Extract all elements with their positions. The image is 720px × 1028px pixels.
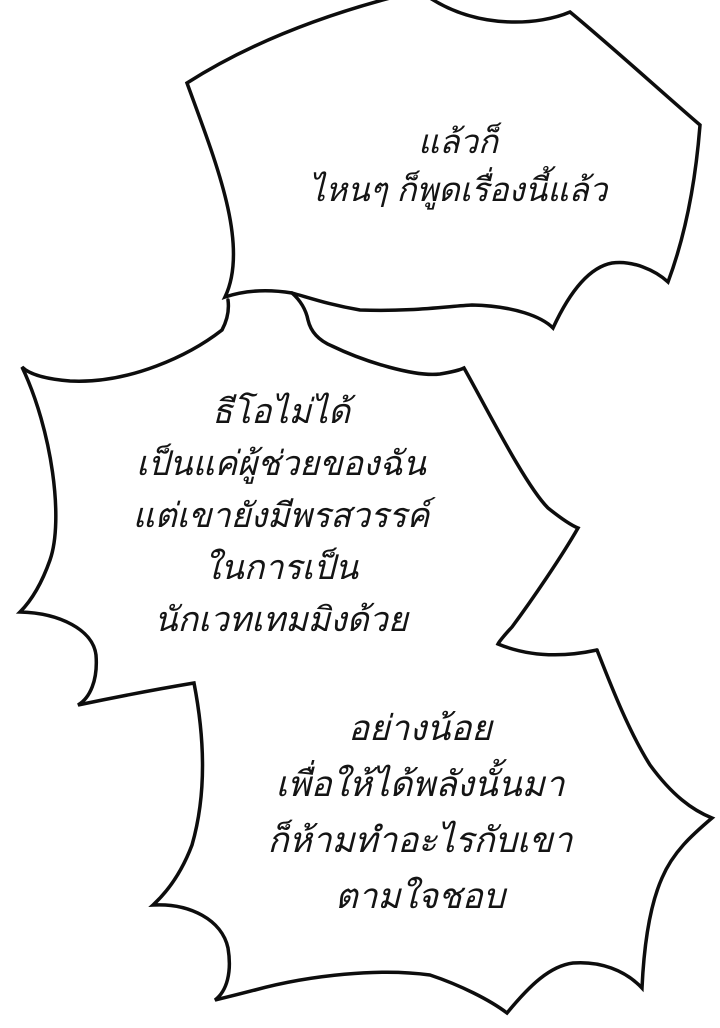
- bubble-3-line-3: ก็ห้ามทำอะไรกับเขา: [267, 821, 573, 860]
- bubble-2-line-3: แต่เขายังมีพรสวรรค์: [132, 497, 430, 535]
- bubble-2-line-1: ธีโอไม่ได้: [211, 393, 351, 431]
- speech-bubble-1-text: [309, 118, 607, 214]
- bubble-2-line-4: ในการเป็น: [203, 549, 359, 587]
- speech-bubble-2-text: [133, 386, 430, 646]
- bubble-2-line-5: นักเวทเทมมิงด้วย: [154, 601, 408, 639]
- speech-bubble-3-text: [268, 701, 573, 925]
- bubble-1-line-1: แล้วก็: [417, 123, 499, 160]
- bubble-3-line-2: เพื่อให้ได้พลังนั้นมา: [275, 765, 565, 804]
- bubble-2-line-2: เป็นแค่ผู้ช่วยของฉัน: [136, 445, 426, 483]
- bubble-1-line-2: ไหนๆ ก็พูดเรื่องนี้แล้ว: [308, 171, 608, 208]
- bubble-3-line-1: อย่างน้อย: [348, 709, 492, 748]
- bubble-3-line-4: ตามใจชอบ: [334, 877, 506, 916]
